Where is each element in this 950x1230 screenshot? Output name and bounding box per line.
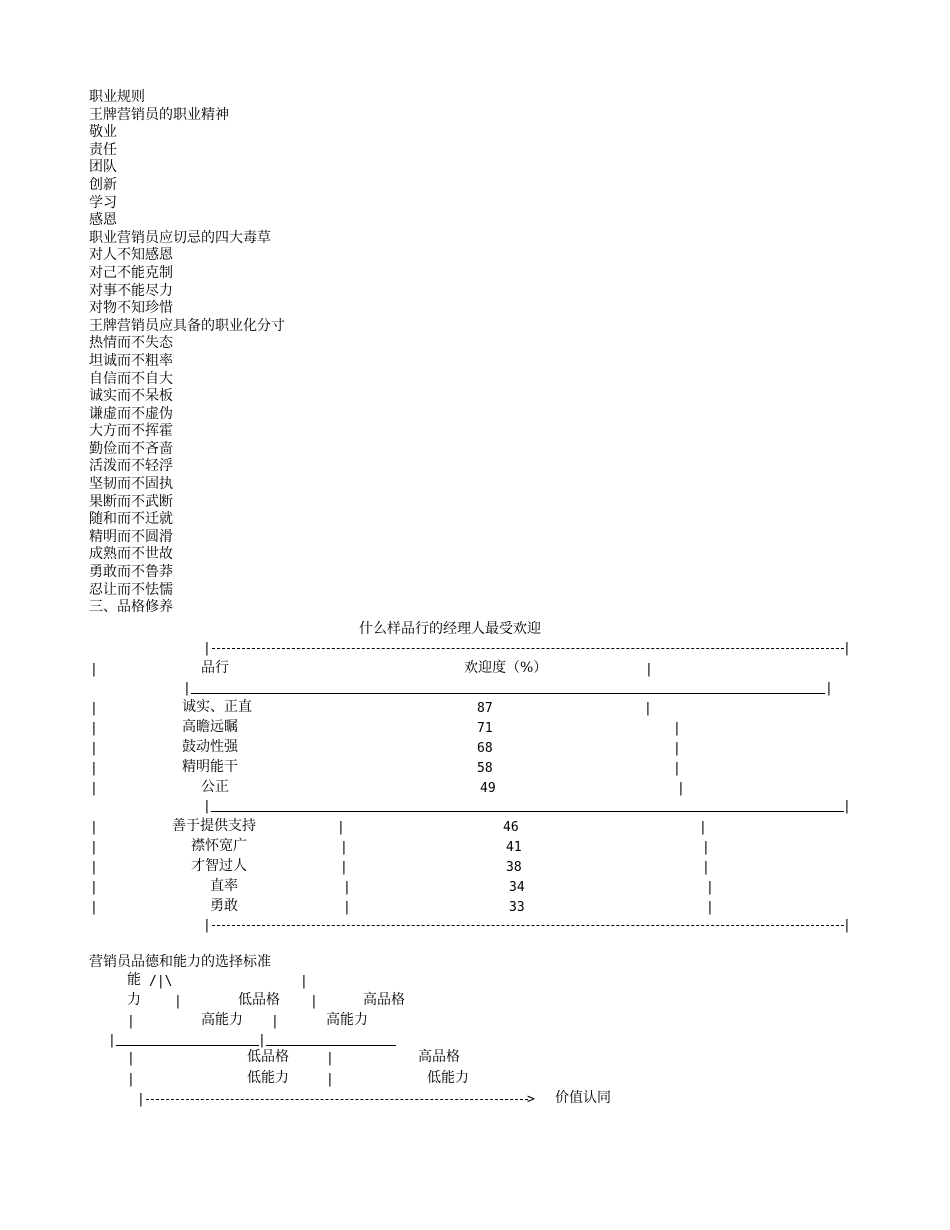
table-title: 什么样品行的经理人最受欢迎 xyxy=(359,621,541,637)
matrix-border-char: | xyxy=(271,1014,279,1029)
table-border-char: | xyxy=(90,781,98,796)
matrix-horizontal-divider xyxy=(266,1045,396,1046)
table-row-name: 精明能干 xyxy=(182,759,238,775)
table-row-name: 才智过人 xyxy=(191,858,247,874)
table-row-name: 鼓动性强 xyxy=(182,739,238,755)
table-border-char: | xyxy=(644,701,652,716)
table-header-separator xyxy=(191,693,825,694)
matrix-border-char: | xyxy=(258,1033,266,1048)
table-border-char: | xyxy=(702,840,710,855)
table-row-name: 勇敢 xyxy=(210,898,238,914)
table-border-char: | xyxy=(90,721,98,736)
table-mid-separator xyxy=(211,811,844,812)
quadrant-bottom-right-ability: 低能力 xyxy=(427,1070,469,1086)
table-border-char: | xyxy=(203,641,211,656)
axis-y-label-top: 能 xyxy=(127,972,141,988)
table-row-value: 34 xyxy=(509,880,525,895)
table-border-char: | xyxy=(90,880,98,895)
table-border-char: | xyxy=(203,918,211,933)
table-border-char: | xyxy=(343,900,351,915)
table-border-char: | xyxy=(337,820,345,835)
text-line: 勤俭而不吝啬 xyxy=(89,440,173,457)
text-line: 坚韧而不固执 xyxy=(89,476,173,493)
table-border-char: | xyxy=(843,641,851,656)
text-line: 谦虚而不虚伪 xyxy=(89,405,173,422)
text-line: 对人不知感恩 xyxy=(89,247,173,264)
table-row-name: 善于提供支持 xyxy=(172,818,256,834)
axis-x-line xyxy=(146,1099,528,1100)
table-row-name: 高瞻远瞩 xyxy=(182,719,238,735)
table-border-char: | xyxy=(340,860,348,875)
table-row-value: 71 xyxy=(477,721,493,736)
text-line: 自信而不自大 xyxy=(89,370,173,387)
matrix-border-char: | xyxy=(310,994,318,1009)
text-line: 感恩 xyxy=(89,212,117,229)
table-border-char: | xyxy=(203,799,211,814)
axis-x-label: 价值认同 xyxy=(555,1090,611,1106)
table-border-char: | xyxy=(706,900,714,915)
table-row-value: 38 xyxy=(506,860,522,875)
table-border-char: | xyxy=(673,721,681,736)
table-row-value: 33 xyxy=(509,900,525,915)
text-line: 职业规则 xyxy=(89,89,145,105)
text-line: 成熟而不世故 xyxy=(89,546,173,563)
table-row-name: 襟怀宽广 xyxy=(191,838,247,854)
table-row-value: 87 xyxy=(477,701,493,716)
text-line: 职业营销员应切忌的四大毒草 xyxy=(89,229,271,246)
quadrant-bottom-left-grade: 低品格 xyxy=(247,1049,289,1065)
table-header-col2: 欢迎度（%） xyxy=(464,660,548,676)
table-border-char: | xyxy=(90,900,98,915)
table-border-char: | xyxy=(673,741,681,756)
matrix-title: 营销员品德和能力的选择标准 xyxy=(89,954,271,970)
text-line: 活泼而不轻浮 xyxy=(89,458,173,475)
quadrant-bottom-right-grade: 高品格 xyxy=(418,1049,460,1065)
matrix-border-char: | xyxy=(300,974,308,989)
table-border-char: | xyxy=(183,681,191,696)
matrix-horizontal-divider xyxy=(116,1045,259,1046)
table-border-char: | xyxy=(702,860,710,875)
table-header-col1: 品行 xyxy=(201,660,229,676)
table-border-char: | xyxy=(343,880,351,895)
text-line: 坦诚而不粗率 xyxy=(89,352,173,369)
table-border-char: | xyxy=(825,681,833,696)
text-line: 勇敢而不鲁莽 xyxy=(89,564,173,581)
matrix-border-char: | xyxy=(326,1051,334,1066)
table-border-char: | xyxy=(90,761,98,776)
table-row-value: 41 xyxy=(506,840,522,855)
text-line: 王牌营销员应具备的职业化分寸 xyxy=(89,317,285,334)
table-border-char: | xyxy=(340,840,348,855)
text-line: 大方而不挥霍 xyxy=(89,423,173,440)
matrix-border-char: | xyxy=(137,1092,145,1107)
text-line: 对己不能克制 xyxy=(89,264,173,281)
quadrant-top-left-ability: 高能力 xyxy=(201,1012,243,1028)
table-border-char: | xyxy=(645,662,653,677)
text-line: 热情而不失态 xyxy=(89,335,173,352)
text-line: 责任 xyxy=(89,141,117,158)
text-line: 忍让而不怯懦 xyxy=(89,581,173,598)
axis-x-arrow-icon: > xyxy=(527,1092,535,1107)
quadrant-top-left-grade: 低品格 xyxy=(238,992,280,1008)
text-lines xyxy=(89,89,285,617)
text-line: 随和而不迁就 xyxy=(89,511,173,528)
table-border-char: | xyxy=(843,799,851,814)
table-row-name: 公正 xyxy=(201,779,229,795)
text-line: 创新 xyxy=(89,176,117,193)
quadrant-top-right-ability: 高能力 xyxy=(326,1012,368,1028)
axis-y-label-bottom: 力 xyxy=(127,992,141,1008)
text-line: 果断而不武断 xyxy=(89,493,173,510)
table-row-value: 68 xyxy=(477,741,493,756)
table-row-value: 49 xyxy=(480,781,496,796)
table-border-char: | xyxy=(699,820,707,835)
table-border-char: | xyxy=(90,701,98,716)
table-row-value: 46 xyxy=(503,820,519,835)
text-line: 学习 xyxy=(89,194,117,211)
table-border-char: | xyxy=(90,662,98,677)
table-bottom-border xyxy=(212,925,844,926)
matrix-border-char: | xyxy=(174,994,182,1009)
text-line: 敬业 xyxy=(89,124,117,141)
text-line: 精明而不圆滑 xyxy=(89,528,173,545)
text-line: 诚实而不呆板 xyxy=(89,388,173,405)
quadrant-bottom-left-ability: 低能力 xyxy=(247,1070,289,1086)
table-row-name: 直率 xyxy=(210,878,238,894)
text-line: 对物不知珍惜 xyxy=(89,300,173,317)
table-row-value: 58 xyxy=(477,761,493,776)
table-top-border xyxy=(212,648,844,649)
text-line: 王牌营销员的职业精神 xyxy=(89,106,229,123)
text-line: 对事不能尽力 xyxy=(89,282,173,299)
table-border-char: | xyxy=(90,741,98,756)
table-border-char: | xyxy=(90,860,98,875)
table-border-char: | xyxy=(90,820,98,835)
table-border-char: | xyxy=(673,761,681,776)
matrix-border-char: | xyxy=(326,1072,334,1087)
table-row-name: 诚实、正直 xyxy=(182,699,252,715)
matrix-border-char: | xyxy=(127,1072,135,1087)
table-border-char: | xyxy=(677,781,685,796)
table-border-char: | xyxy=(706,880,714,895)
table-border-char: | xyxy=(90,840,98,855)
text-line: 团队 xyxy=(89,159,117,176)
table-border-char: | xyxy=(843,918,851,933)
text-line: 三、品格修养 xyxy=(89,599,173,616)
axis-y-arrow-icon: /|\ xyxy=(149,974,173,989)
matrix-border-char: | xyxy=(127,1014,135,1029)
matrix-border-char: | xyxy=(127,1051,135,1066)
matrix-border-char: | xyxy=(108,1033,116,1048)
quadrant-top-right-grade: 高品格 xyxy=(363,992,405,1008)
